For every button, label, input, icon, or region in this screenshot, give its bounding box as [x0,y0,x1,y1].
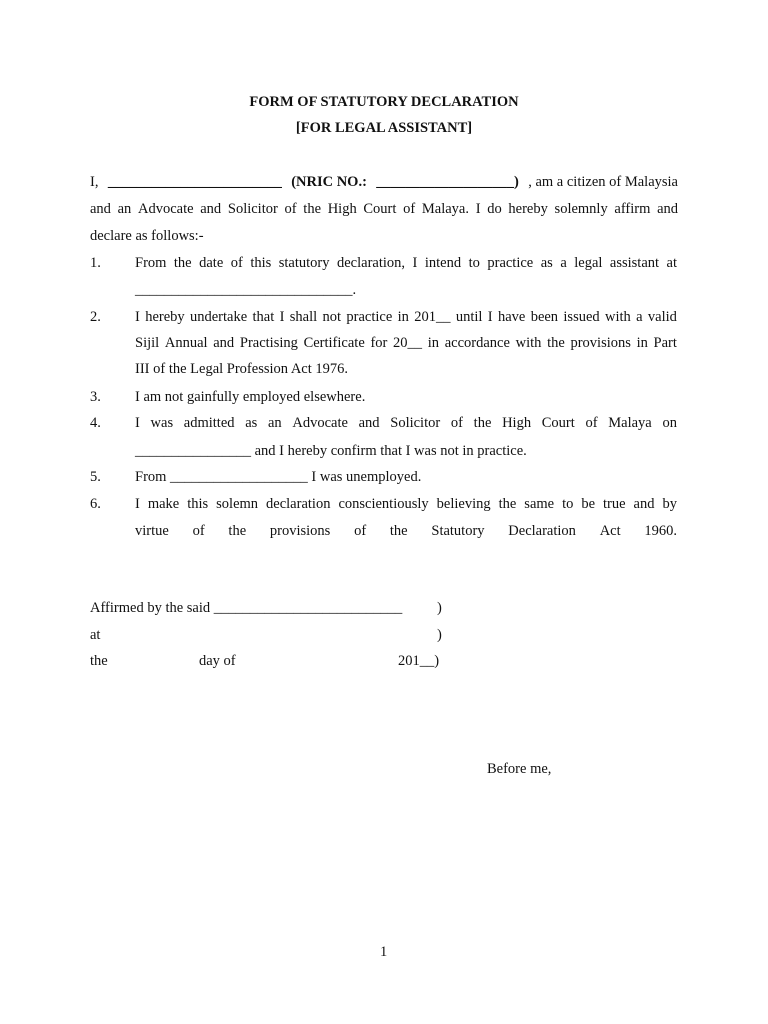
affirm-paren-1: ) [437,600,442,616]
affirm-line-2: at [90,627,101,643]
before-me-label: Before me, [487,761,552,777]
item-6-number: 6. [90,496,101,512]
item-1-number: 1. [90,255,101,271]
affirm-the: the [90,653,108,669]
item-4-line-1: I was admitted as an Advocate and Solicitor of the High Court of Malaya on [135,415,677,431]
item-2-number: 2. [90,309,101,325]
blank-nric: ___________________) [376,174,519,190]
intro-prefix: I, [90,174,99,190]
affirm-line-1: Affirmed by the said __________________________ [90,600,403,616]
item-6-line-2: virtue of the provisions of the Statutory Declaration Act 1960. [135,523,677,539]
form-title: FORM OF STATUTORY DECLARATION [249,94,519,110]
item-2-line-1: I hereby undertake that I shall not practice in 201__ until I have been issued with a valid [135,309,677,325]
item-6-line-1: I make this solemn declaration conscientiously believing the same to be true and by [135,496,677,512]
item-2-line-2: Sijil Annual and Practising Certificate for 20__ in accordance with the provisions in Part [135,335,677,351]
item-2-line-3: III of the Legal Profession Act 1976. [135,361,349,377]
intro-line-2: and an Advocate and Solicitor of the High Court of Malaya. I do hereby solemnly affirm and [90,201,678,217]
affirm-year: 201__) [398,653,440,669]
form-subtitle: [FOR LEGAL ASSISTANT] [295,120,473,136]
intro-line-3: declare as follows:- [90,228,204,244]
item-5-number: 5. [90,469,101,485]
intro-line-1 [90,174,678,191]
item-3-line-1: I am not gainfully employed elsewhere. [135,389,366,405]
blank-name: ________________________ [107,174,282,190]
item-5-line-1: From ___________________ I was unemployed. [135,469,422,485]
item-4-number: 4. [90,415,101,431]
item-3-number: 3. [90,389,101,405]
nric-label: (NRIC NO.: [291,174,367,190]
page-number: 1 [380,944,388,960]
item-1-line-2: ______________________________. [135,282,357,298]
item-4-line-2: ________________ and I hereby confirm that I was not in practice. [135,443,527,459]
affirm-day-of: day of [199,653,236,669]
affirm-paren-2: ) [437,627,442,643]
intro-after-nric: , am a citizen of Malaysia [528,174,678,190]
item-1-line-1: From the date of this statutory declaration, I intend to practice as a legal assistant at [135,255,677,271]
